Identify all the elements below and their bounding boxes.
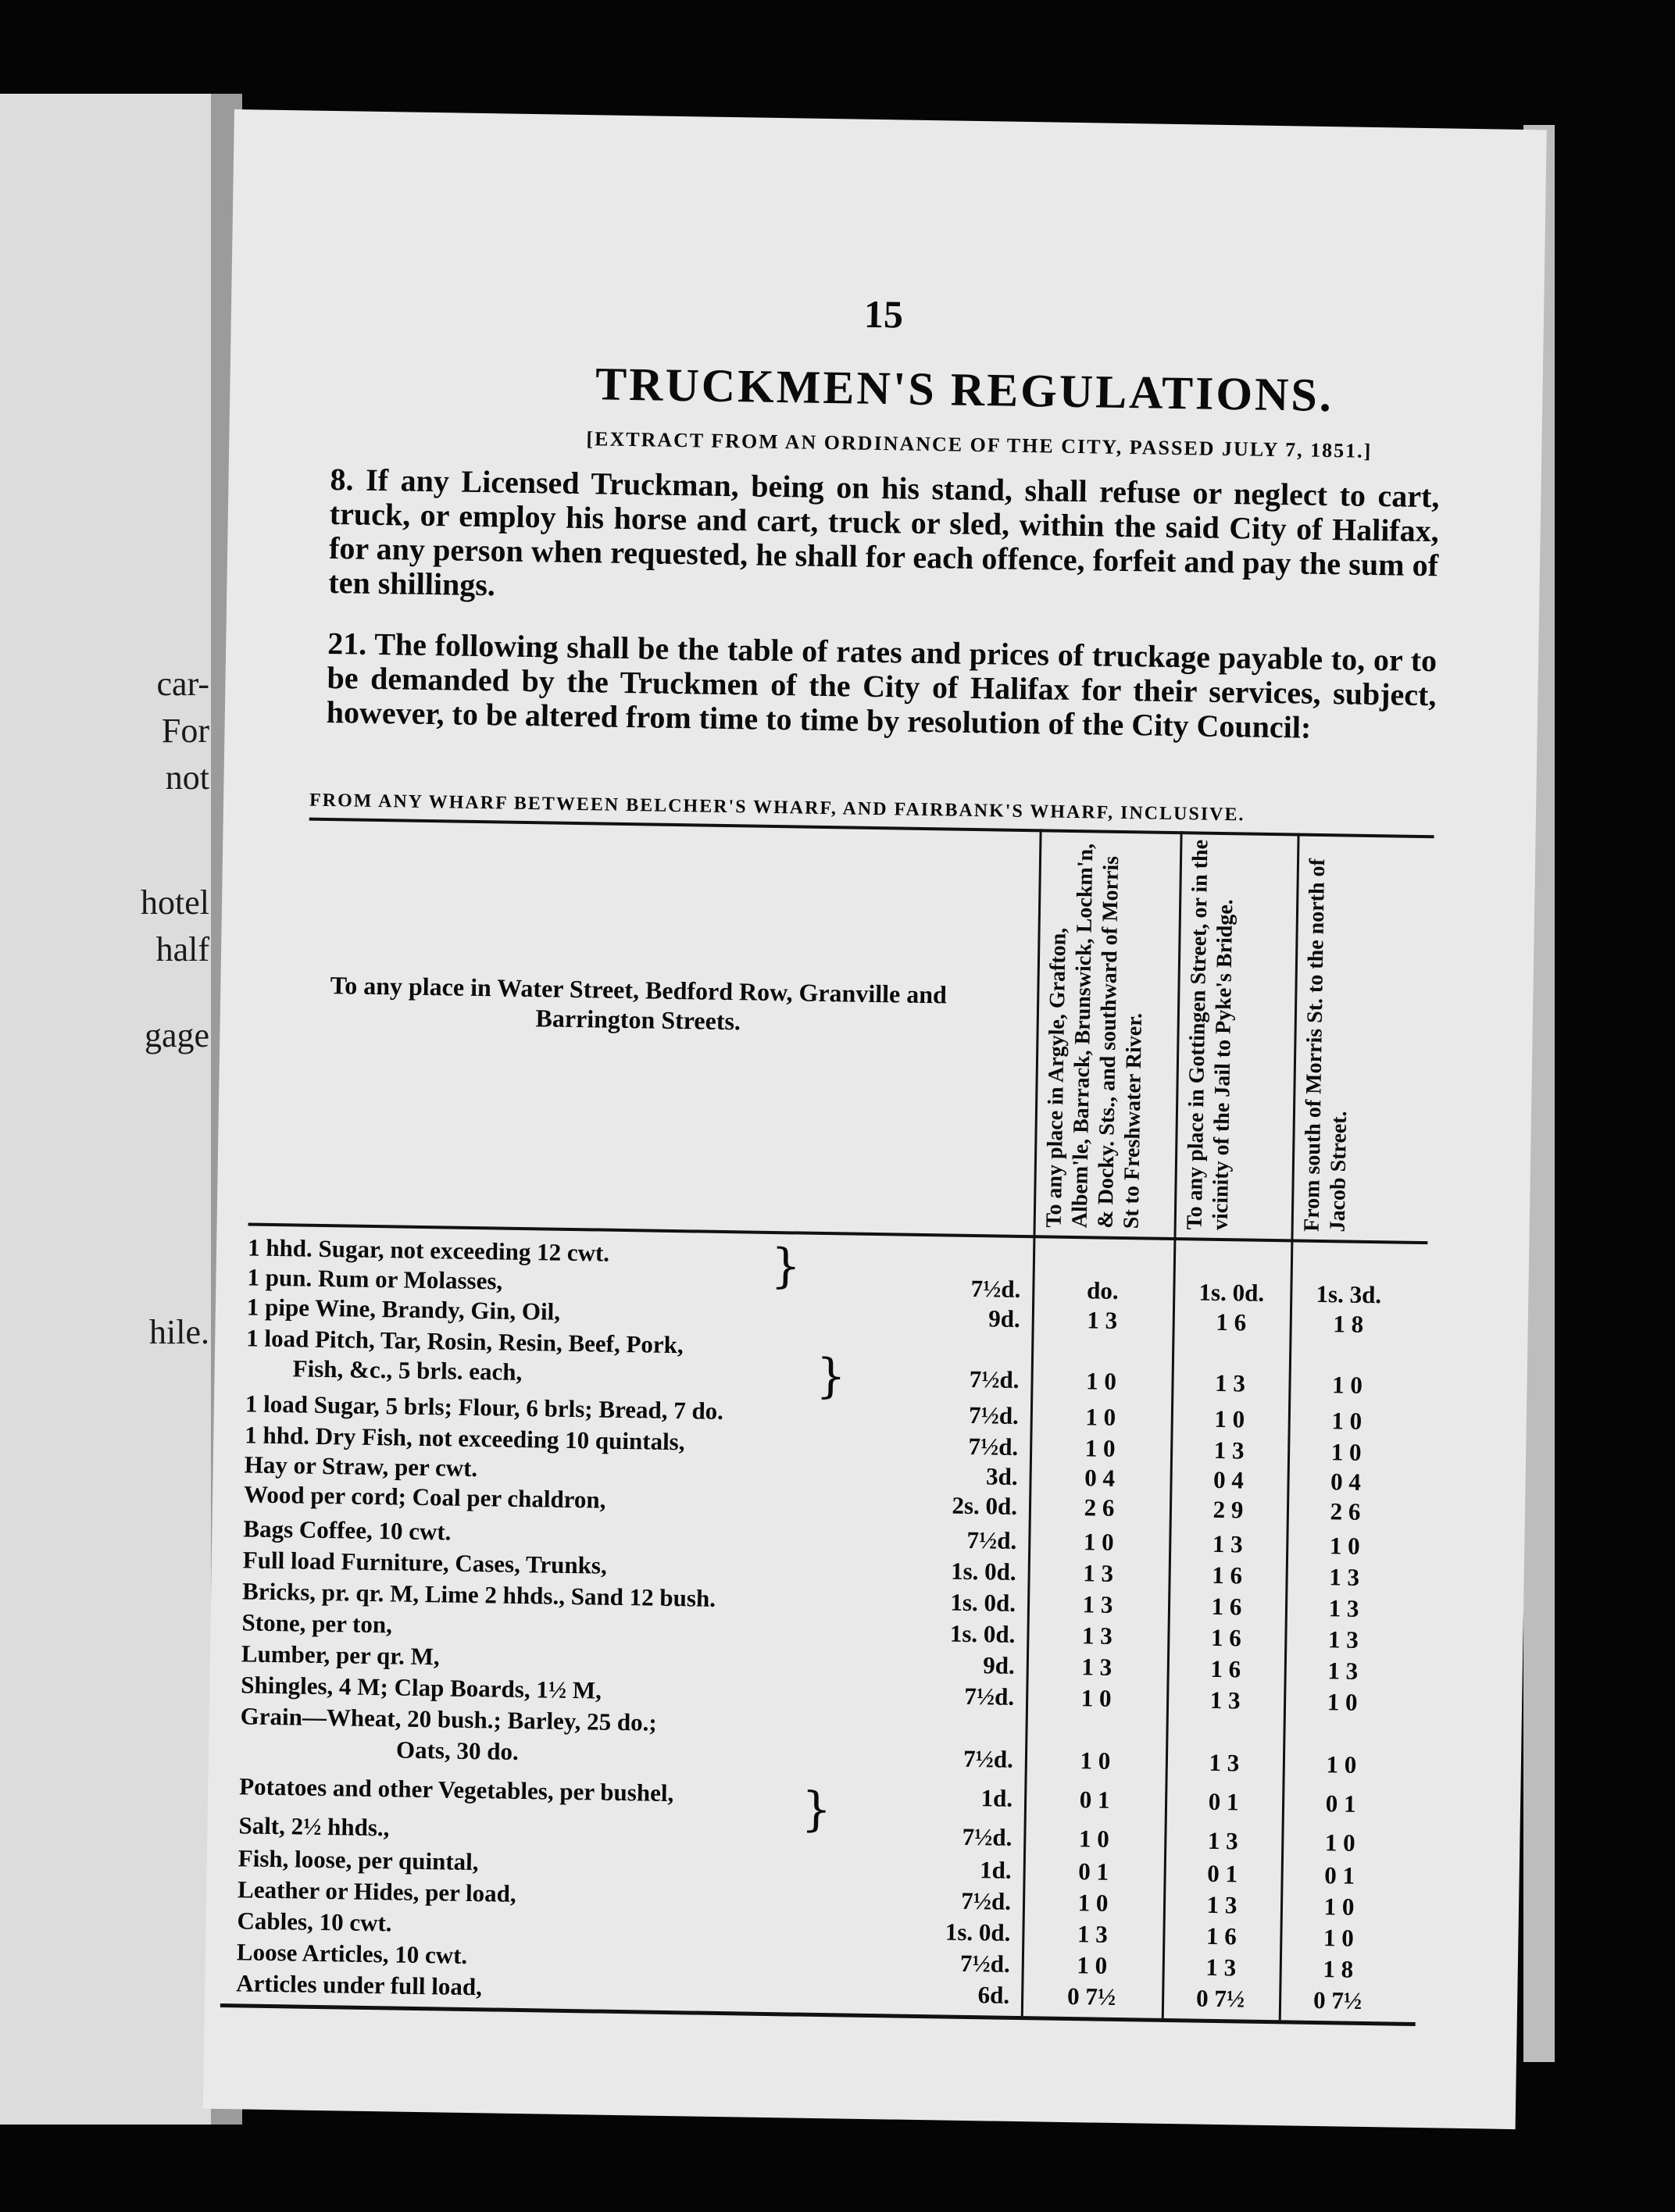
rate-morris-jacob-area — [1302, 1251, 1396, 1253]
rate-water-street: 7½d. — [964, 1682, 1015, 1711]
rate-gottingen-area: 1 3 — [1212, 1529, 1243, 1558]
rate-water-street: 7½d. — [968, 1400, 1020, 1429]
item-description: Leather or Hides, per load, — [237, 1875, 516, 1907]
rate-water-street: 1d. — [979, 1856, 1012, 1884]
rate-water-street: 7½d. — [962, 1822, 1012, 1851]
rate-water-street: 7½d. — [970, 1274, 1021, 1303]
rate-gottingen-area: 0 7½ — [1195, 1984, 1245, 2013]
column-header-argyle: To any place in Argyle, Grafton, Albem'le, Barrack, Brunswick, Lockm'n, & Docky. Sts., and southward of Morris St to Freshwater River. — [1041, 843, 1147, 1229]
rate-gottingen-area: 1 3 — [1206, 1890, 1238, 1919]
rate-morris-jacob-area: 1 3 — [1327, 1625, 1359, 1654]
brace: } — [770, 1238, 802, 1294]
rate-morris-jacob-area: 0 7½ — [1312, 1985, 1362, 2014]
rate-water-street: 1s. 0d. — [949, 1619, 1016, 1648]
rate-morris-jacob-area: 1 0 — [1323, 1924, 1355, 1952]
rate-morris-jacob-area: 1 0 — [1326, 1750, 1357, 1779]
rate-argyle-area: 1 0 — [1085, 1403, 1116, 1431]
rate-morris-jacob-area: 1 0 — [1329, 1532, 1360, 1560]
item-description: Hay or Straw, per cwt. — [244, 1450, 478, 1482]
item-description: Bags Coffee, 10 cwt. — [243, 1515, 452, 1546]
rate-morris-jacob-area: 1 8 — [1323, 1955, 1354, 1983]
rate-water-street: 1s. 0d. — [950, 1588, 1016, 1617]
item-description: Cables, 10 cwt. — [237, 1907, 392, 1937]
rate-water-street: 1s. 0d. — [950, 1557, 1016, 1586]
rate-gottingen-area: 1 3 — [1213, 1436, 1245, 1465]
item-description: 1 hhd. Dry Fish, not exceeding 10 quintals, — [245, 1421, 685, 1456]
item-description: Grain—Wheat, 20 bush.; Barley, 25 do.; — [240, 1702, 657, 1736]
book-page — [203, 109, 1547, 2129]
rate-water-street: 7½d. — [959, 1949, 1011, 1978]
rate-argyle-area: 1 3 — [1081, 1622, 1113, 1650]
rate-argyle-area: 1 0 — [1077, 1889, 1109, 1917]
rate-argyle-area: 0 4 — [1084, 1464, 1116, 1492]
rate-water-street: 1s. 0d. — [945, 1918, 1011, 1946]
rate-morris-jacob-area: 1 3 — [1327, 1657, 1359, 1685]
facing-page-text: half — [155, 930, 209, 969]
rate-argyle-area: 1 0 — [1078, 1825, 1110, 1853]
item-description: Oats, 30 do. — [395, 1736, 520, 1765]
rate-argyle-area: 1 3 — [1077, 1920, 1109, 1948]
item-description: Bricks, pr. qr. M, Lime 2 hhds., Sand 12 bush. — [241, 1577, 716, 1612]
rate-morris-jacob-area: 1 0 — [1327, 1688, 1358, 1716]
item-description: 1 load Pitch, Tar, Rosin, Resin, Beef, Pork, — [246, 1324, 684, 1359]
rate-gottingen-area: 0 1 — [1207, 1859, 1238, 1888]
rate-water-street: 7½d. — [968, 1432, 1019, 1461]
rate-morris-jacob-area: 1 0 — [1323, 1893, 1355, 1921]
rate-water-street: 2s. 0d. — [952, 1491, 1018, 1520]
rate-morris-jacob-area: 1 0 — [1331, 1371, 1363, 1399]
rate-water-street: 7½d. — [961, 1886, 1012, 1915]
facing-page-text: not — [165, 758, 209, 797]
rate-gottingen-area: 1 6 — [1210, 1623, 1242, 1652]
rate-gottingen-area: 1 3 — [1214, 1368, 1246, 1397]
rate-gottingen-area: 1s. 0d. — [1198, 1278, 1265, 1307]
rate-argyle-area: 1 3 — [1081, 1653, 1112, 1681]
rate-morris-jacob-area: 1 0 — [1331, 1407, 1362, 1435]
item-description: Lumber, per qr. M, — [241, 1639, 440, 1671]
facing-page-text: car- — [156, 665, 209, 703]
item-description: Full load Furniture, Cases, Trunks, — [242, 1546, 608, 1579]
rate-argyle-area: 0 1 — [1078, 1857, 1109, 1886]
paragraph-21: 21. The following shall be the table of rates and prices of truckage payable to, or to be demanded by the Truckmen of the City of Halifax for their services, subject, however, to be altered from time to time by resolution of the City Council: — [326, 625, 1438, 745]
rate-argyle-area — [1045, 1247, 1162, 1248]
facing-page-text: For — [161, 712, 209, 750]
rate-water-street: 7½d. — [962, 1744, 1014, 1773]
rate-gottingen-area: 1 6 — [1211, 1592, 1242, 1621]
column-header-morris-jacob: From south of Morris St. to the north of Jacob Street. — [1299, 858, 1352, 1233]
rate-water-street — [920, 1245, 1021, 1247]
rate-water-street: 9d. — [983, 1651, 1016, 1679]
item-description: Shingles, 4 M; Clap Boards, 1½ M, — [241, 1671, 602, 1704]
item-description: 1 hhd. Sugar, not exceeding 12 cwt. — [247, 1233, 610, 1267]
rate-water-street: 9d. — [988, 1304, 1021, 1333]
rate-water-street: 3d. — [985, 1462, 1018, 1490]
item-description: Fish, &c., 5 brls. each, — [292, 1354, 523, 1386]
facing-page — [0, 94, 219, 2125]
item-description: Articles under full load, — [236, 1969, 483, 2001]
rate-argyle-area: do. — [1086, 1276, 1119, 1304]
rate-morris-jacob-area: 1 3 — [1329, 1563, 1360, 1591]
item-description: Potatoes and other Vegetables, per bushel, — [239, 1772, 674, 1807]
column-header-gottingen: To any place in Gottingen Street, or in the vicinity of the Jail to Pyke's Bridge. — [1182, 839, 1238, 1231]
brace: } — [816, 1348, 847, 1404]
item-description: Loose Articles, 10 cwt. — [236, 1938, 468, 1969]
item-description: 1 load Sugar, 5 brls; Flour, 6 brls; Bread, 7 do. — [245, 1390, 724, 1425]
rate-argyle-area: 1 3 — [1087, 1306, 1118, 1334]
rate-argyle-area: 1 3 — [1083, 1559, 1114, 1587]
rate-gottingen-area: 1 3 — [1205, 1953, 1237, 1982]
rate-argyle-area: 1 3 — [1082, 1590, 1113, 1618]
item-description: Wood per cord; Coal per chaldron, — [243, 1480, 606, 1514]
table-main-header: To any place in Water Street, Bedford Row, Granville and Barrington Streets. — [330, 971, 948, 1036]
rate-morris-jacob-area: 0 1 — [1325, 1789, 1356, 1818]
item-description: 1 pun. Rum or Molasses, — [247, 1263, 503, 1295]
rate-water-street: 7½d. — [969, 1365, 1020, 1393]
rate-gottingen-area: 1 6 — [1205, 1921, 1238, 1950]
rate-gottingen-area: 1 3 — [1209, 1686, 1241, 1714]
rate-morris-jacob-area: 1 0 — [1324, 1828, 1355, 1857]
rate-argyle-area: 1 0 — [1083, 1528, 1114, 1556]
rate-gottingen-area: 1 0 — [1214, 1404, 1245, 1433]
page-title: TRUCKMEN'S REGULATIONS. — [595, 358, 1334, 422]
brace: } — [801, 1782, 832, 1838]
rate-gottingen-area: 1 6 — [1210, 1654, 1241, 1683]
rate-argyle-area: 0 1 — [1079, 1786, 1110, 1814]
facing-page-text: hotel — [141, 883, 209, 922]
rate-argyle-area: 0 7½ — [1066, 1982, 1116, 2011]
rate-morris-jacob-area: 1 8 — [1333, 1310, 1364, 1338]
rate-morris-jacob-area: 1 0 — [1330, 1438, 1362, 1466]
rate-morris-jacob-area: 2 6 — [1330, 1497, 1361, 1525]
rate-water-street: 6d. — [977, 1981, 1010, 2009]
facing-page-text: hile. — [149, 1313, 209, 1351]
rate-gottingen-area: 1 6 — [1212, 1561, 1243, 1589]
rate-gottingen-area: 1 3 — [1209, 1748, 1240, 1777]
item-description: 1 pipe Wine, Brandy, Gin, Oil, — [246, 1293, 561, 1325]
rate-morris-jacob-area: 1s. 3d. — [1316, 1279, 1382, 1309]
rate-water-street: 1d. — [980, 1784, 1013, 1812]
table-section-heading: FROM ANY WHARF BETWEEN BELCHER'S WHARF, AND FAIRBANK'S WHARF, INCLUSIVE. — [309, 790, 1245, 826]
rate-gottingen-area: 0 4 — [1212, 1465, 1245, 1494]
rate-morris-jacob-area: 1 3 — [1328, 1594, 1359, 1622]
rate-morris-jacob-area: 0 1 — [1324, 1861, 1355, 1889]
item-description: Salt, 2½ hhds., — [238, 1811, 390, 1842]
item-description: Fish, loose, per quintal, — [238, 1844, 479, 1876]
rate-argyle-area: 2 6 — [1084, 1493, 1115, 1522]
rate-argyle-area: 1 0 — [1080, 1684, 1112, 1712]
rate-gottingen-area: 1 6 — [1216, 1308, 1247, 1336]
item-description: Stone, per ton, — [241, 1608, 393, 1639]
rate-argyle-area: 1 0 — [1085, 1367, 1117, 1395]
rate-argyle-area: 1 0 — [1084, 1434, 1116, 1462]
rate-gottingen-area — [1185, 1249, 1279, 1250]
rate-gottingen-area: 2 9 — [1212, 1495, 1244, 1524]
facing-page-text: gage — [144, 1016, 209, 1054]
extract-note: [EXTRACT FROM AN ORDINANCE OF THE CITY, PASSED JULY 7, 1851.] — [586, 427, 1373, 462]
rate-morris-jacob-area: 0 4 — [1330, 1468, 1362, 1496]
rate-argyle-area: 1 0 — [1077, 1951, 1108, 1979]
rate-argyle-area: 1 0 — [1080, 1746, 1111, 1775]
rate-gottingen-area: 1 3 — [1207, 1826, 1238, 1855]
rate-water-street: 7½d. — [966, 1525, 1017, 1554]
rate-gottingen-area: 0 1 — [1208, 1787, 1239, 1816]
paragraph-8: 8. If any Licensed Truckman, being on his stand, shall refuse or neglect to cart, truck, or employ his horse and cart, truck or sled, within the said City of Halifax, for any person when requested, he shall for each offence, forfeit and pay the sum of ten shillings. — [328, 461, 1440, 603]
page-number: 15 — [863, 291, 904, 337]
